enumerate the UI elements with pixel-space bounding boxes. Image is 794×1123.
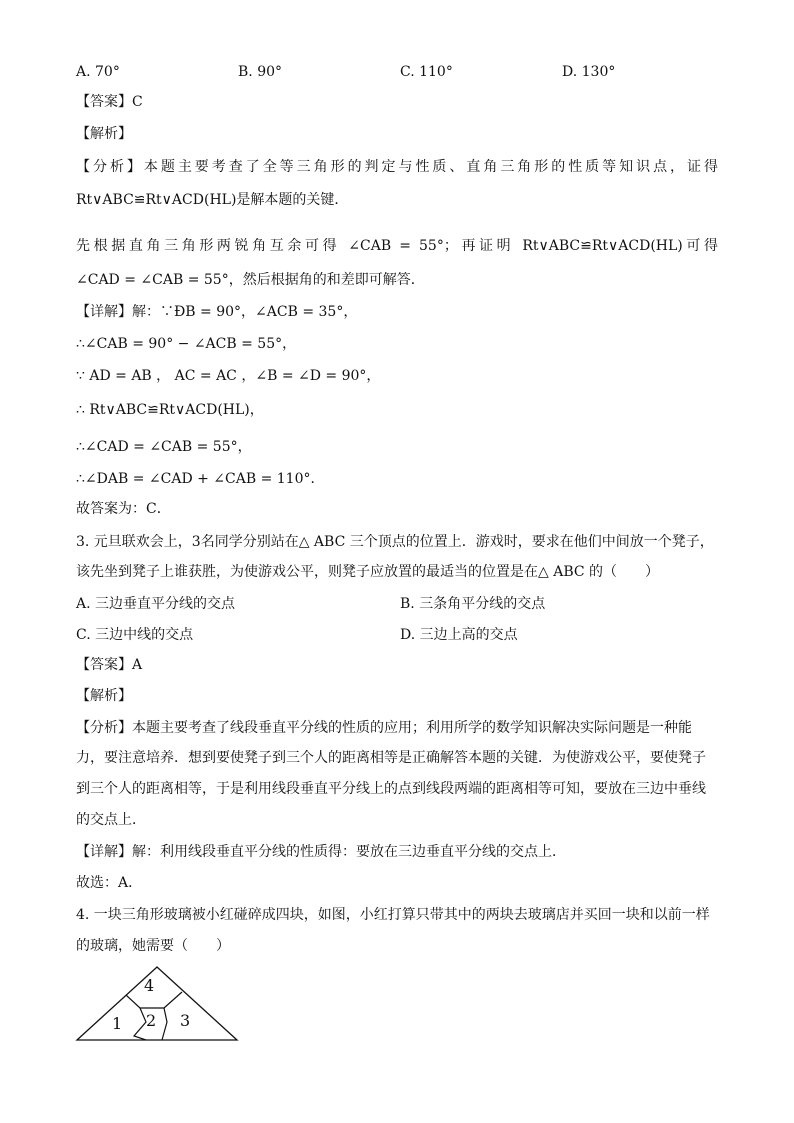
- q3-analysis-1: 【分析】本题主要考查了线段垂直平分线的性质的应用；利用所学的数学知识解决实际问题是一种能: [76, 720, 692, 736]
- q4-stem-2: 的玻璃，她需要（ ）: [76, 938, 230, 954]
- q3-option-b: B. 三条角平分线的交点: [400, 596, 546, 612]
- analysis-text-4: ∠CAD = ∠CAB = 55°，然后根据角的和差即可解答．: [76, 272, 425, 288]
- q3-stem-1: 3. 元旦联欢会上，3名同学分别站在△ ABC 三个顶点的位置上．游戏时，要求在他们中间放一个凳子，: [76, 534, 714, 550]
- glass-triangle-outline: [77, 967, 237, 1040]
- q3-detail: 【详解】解：利用线段垂直平分线的性质得：要放在三边垂直平分线的交点上．: [76, 844, 566, 860]
- option-d: D. 130°: [562, 64, 616, 80]
- analysis-text-2: Rt∨ABC≌Rt∨ACD(HL)是解本题的关键．: [76, 192, 349, 208]
- option-b: B. 90°: [238, 64, 283, 80]
- label-piece-1: 1: [112, 1014, 123, 1033]
- q3-final: 故选：A．: [76, 875, 143, 891]
- broken-glass-figure: [74, 964, 240, 1044]
- answer-line: 【答案】C: [76, 94, 143, 110]
- label-piece-3: 3: [180, 1011, 191, 1030]
- q3-analysis-heading: 【解析】: [76, 688, 132, 704]
- detail-step-6: ∴∠DAB = ∠CAD + ∠CAB = 110°．: [76, 471, 325, 487]
- q3-analysis-2: 力，要注意培养．想到要使凳子到三个人的距离相等是正确解答本题的关键．为使游戏公平，要使凳子: [76, 750, 706, 766]
- q3-analysis-3: 到三个人的距离相等，于是利用线段垂直平分线上的点到线段两端的距离相等可知，要放在三边中垂线: [76, 781, 706, 797]
- detail-step-3: ∵ AD = AB ， AC = AC ，∠B = ∠D = 90°，: [76, 368, 381, 384]
- detail-step-2: ∴∠CAB = 90° − ∠ACB = 55°，: [76, 336, 297, 352]
- option-a: A. 70°: [76, 64, 120, 80]
- crack-line-right-piece: [162, 1008, 167, 1040]
- detail-step-1: 【详解】解：∵ÐB = 90°，∠ACB = 35°，: [76, 304, 358, 320]
- option-c: C. 110°: [400, 64, 453, 80]
- q3-analysis-4: 的交点上．: [76, 812, 146, 828]
- detail-step-4: ∴ Rt∨ABC≌Rt∨ACD(HL)，: [76, 402, 264, 418]
- q4-stem-1: 4. 一块三角形玻璃被小红碰碎成四块，如图，小红打算只带其中的两块去玻璃店并买回一块和以前一样: [76, 907, 710, 923]
- q3-stem-2: 该先坐到凳子上谁获胜，为使游戏公平，则凳子应放置的最适当的位置是在△ ABC 的（ ）: [76, 564, 660, 580]
- q3-option-d: D. 三边上高的交点: [400, 627, 518, 643]
- q3-option-a: A. 三边垂直平分线的交点: [76, 596, 236, 612]
- crack-line-left-piece: [134, 1008, 146, 1040]
- broken-triangle-diagram: [74, 964, 240, 1044]
- analysis-text-3: 先根据直角三角形两锐角互余可得 ∠CAB = 55°；再证明 Rt∨ABC≌Rt∨ACD(HL)可得: [76, 238, 718, 254]
- label-piece-2: 2: [146, 1011, 157, 1030]
- q3-option-c: C. 三边中线的交点: [76, 627, 194, 643]
- analysis-text-1: 【分析】本题主要考查了全等三角形的判定与性质、直角三角形的性质等知识点，证得: [76, 159, 718, 175]
- final-answer: 故答案为：C．: [76, 501, 171, 517]
- analysis-heading: 【解析】: [76, 126, 132, 142]
- q3-answer: 【答案】A: [76, 657, 143, 673]
- label-piece-4: 4: [144, 976, 155, 995]
- detail-step-5: ∴∠CAD = ∠CAB = 55°，: [76, 439, 252, 455]
